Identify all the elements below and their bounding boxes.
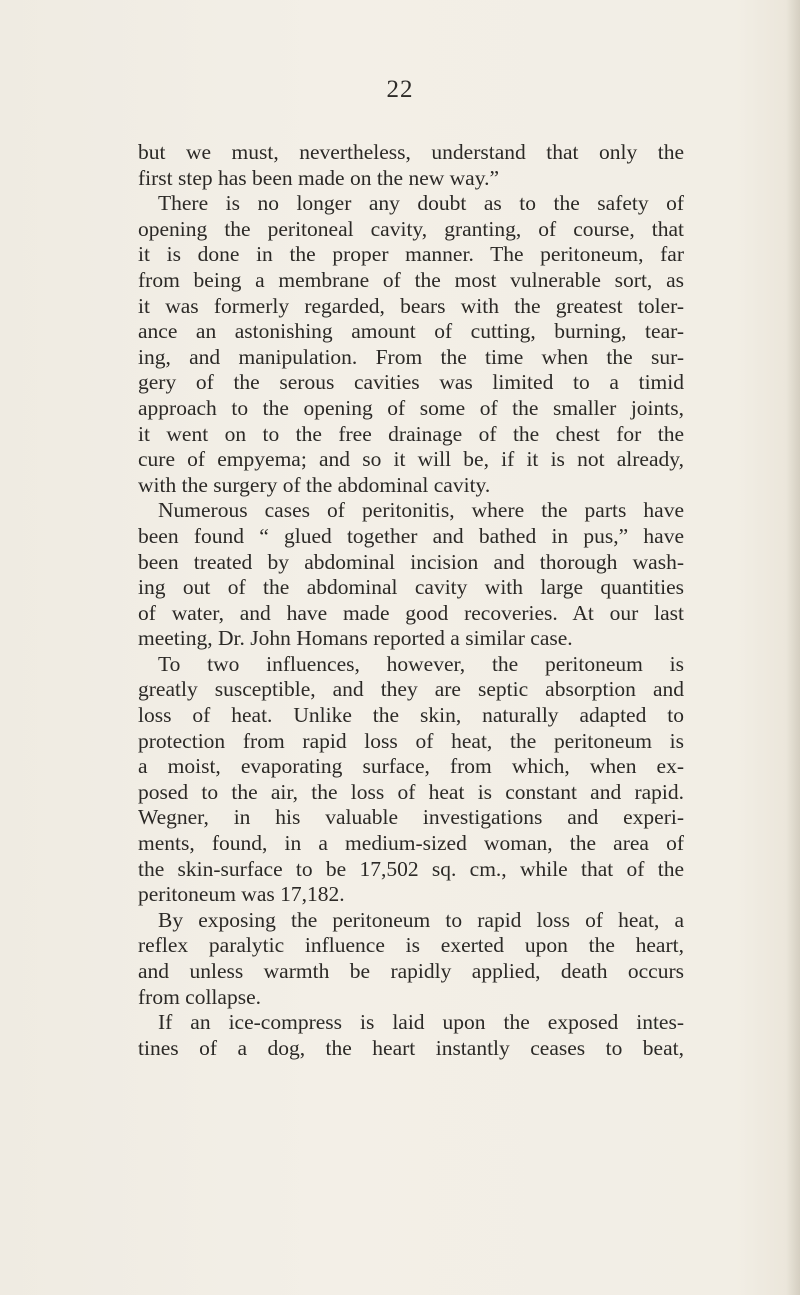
text-line: the skin-surface to be 17,502 sq. cm., while that of the — [138, 856, 684, 881]
text-line: meeting, Dr. John Homans reported a similar case. — [138, 626, 573, 651]
text-line: By exposing the peritoneum to rapid loss of heat, a — [158, 907, 684, 932]
text-line: from collapse. — [138, 984, 261, 1009]
text-line: Wegner, in his valuable investigations and experi- — [138, 805, 684, 830]
text-line: ance an astonishing amount of cutting, burning, tear- — [138, 319, 684, 344]
text-line: ments, found, in a medium-sized woman, the area of — [138, 831, 684, 856]
text-line: been treated by abdominal incision and thorough wash- — [138, 549, 684, 574]
text-line: opening the peritoneal cavity, granting, of course, that — [138, 216, 684, 241]
text-line: There is no longer any doubt as to the safety of — [158, 191, 684, 216]
text-line: it is done in the proper manner. The peritoneum, far — [138, 242, 684, 267]
page-number: 22 — [386, 76, 414, 103]
text-line: ing out of the abdominal cavity with large quantities — [138, 575, 684, 600]
text-line: approach to the opening of some of the smaller joints, — [138, 395, 684, 420]
body-text — [138, 140, 684, 1061]
text-line: it was formerly regarded, bears with the greatest toler- — [138, 293, 684, 318]
text-line: gery of the serous cavities was limited to a timid — [138, 370, 684, 395]
page-edge-shadow — [786, 0, 800, 1295]
text-line: cure of empyema; and so it will be, if it is not already, — [138, 447, 684, 472]
text-line: and unless warmth be rapidly applied, death occurs — [138, 959, 684, 983]
text-line: If an ice-compress is laid upon the exposed intes- — [158, 1010, 684, 1035]
text-line: but we must, nevertheless, understand that only the — [138, 140, 684, 164]
text-line: Numerous cases of peritonitis, where the parts have — [158, 498, 684, 523]
text-line: tines of a dog, the heart instantly ceases to beat, — [138, 1035, 684, 1060]
text-line: from being a membrane of the most vulnerable sort, as — [138, 267, 684, 292]
text-line: of water, and have made good recoveries. At our last — [138, 600, 684, 625]
text-line: peritoneum was 17,182. — [138, 882, 345, 907]
text-line: ing, and manipulation. From the time when the sur- — [138, 344, 684, 369]
text-line: reflex paralytic influence is exerted upon the heart, — [138, 933, 684, 958]
text-line: a moist, evaporating surface, from which, when ex- — [138, 754, 684, 779]
text-line: protection from rapid loss of heat, the peritoneum is — [138, 728, 684, 753]
text-line: with the surgery of the abdominal cavity. — [138, 472, 491, 497]
text-line: greatly susceptible, and they are septic absorption and — [138, 677, 684, 702]
text-line: first step has been made on the new way.” — [138, 165, 499, 190]
text-line: posed to the air, the loss of heat is constant and rapid. — [138, 779, 684, 804]
text-line: loss of heat. Unlike the skin, naturally adapted to — [138, 703, 684, 728]
text-line: it went on to the free drainage of the chest for the — [138, 421, 684, 446]
text-line: been found “ glued together and bathed in pus,” have — [138, 523, 684, 548]
text-line: To two influences, however, the peritoneum is — [158, 651, 684, 676]
